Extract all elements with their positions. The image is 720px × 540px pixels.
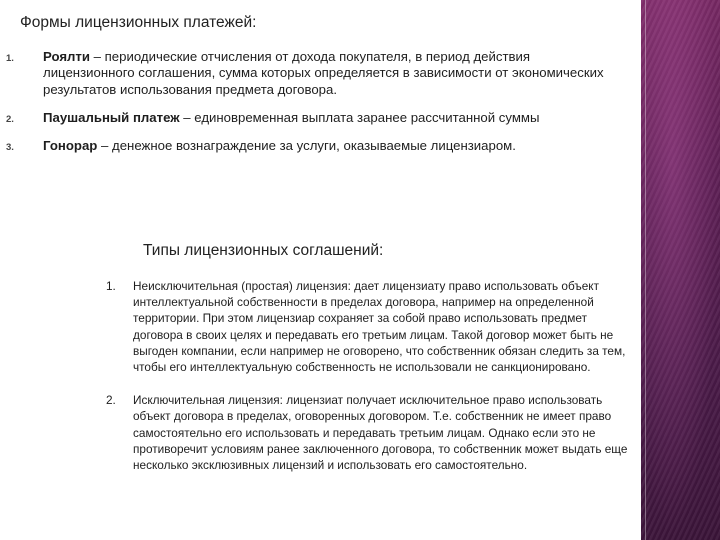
list-item-term: Роялти (43, 49, 90, 64)
list-item (0, 138, 620, 154)
list-item-text: – единовременная выплата заранее рассчитанной суммы (179, 109, 540, 125)
list-item-number: 1. (6, 53, 14, 64)
list-item (0, 110, 620, 126)
list-item-number: 2. (6, 113, 14, 125)
license-types-list (104, 278, 634, 473)
list-item-text: Исключительная лицензия: лицензиат получает исключительное право использовать объект договора в пределах, оговоренных договором. Т.е. собственник не имеет право самостоятельно его использовать и передавать третьим лицам. Однако если это не противоречит условиям ранее заключенного договора, то собственник может выдать еще несколько эксклюзивных лицензий и использовать его самостоятельно. (133, 393, 628, 473)
list-item-term: Гонорар (43, 138, 98, 154)
list-item (104, 392, 634, 473)
list-item-term: Паушальный платеж (43, 109, 180, 125)
list-item-text: – периодические отчисления от дохода покупателя, в период действия лицензионного соглашения, сумма которых определяется в зависимости от экономических результатов использования предмета договора. (43, 49, 604, 97)
payment-forms-heading: Формы лицензионных платежей: (20, 14, 257, 31)
list-item-number: 1. (106, 279, 116, 293)
license-types-heading: Типы лицензионных соглашений: (143, 242, 384, 259)
list-item (0, 49, 620, 98)
list-item (104, 278, 634, 375)
list-item-text: Неисключительная (простая) лицензия: дает лицензиату право использовать объект интеллектуальной собственности в пределах договора, например на определенной территории. При этом лицензиар сохраняет за собой право использовать предмет договора в своих целях и передавать его третьим лицам. Такой договор может быть не выгоден компании, если например не оговорено, что собственник обязан следить за тем, чтобы его интеллектуальную собственность не использовали не санкционировано. (133, 279, 626, 375)
decorative-side-panel (641, 0, 720, 540)
payment-forms-list (0, 49, 620, 154)
list-item-text: – денежное вознаграждение за услуги, оказываемые лицензиаром. (97, 138, 516, 154)
list-item-number: 3. (6, 142, 14, 154)
side-panel-divider (645, 0, 646, 540)
list-item-number: 2. (106, 393, 116, 408)
